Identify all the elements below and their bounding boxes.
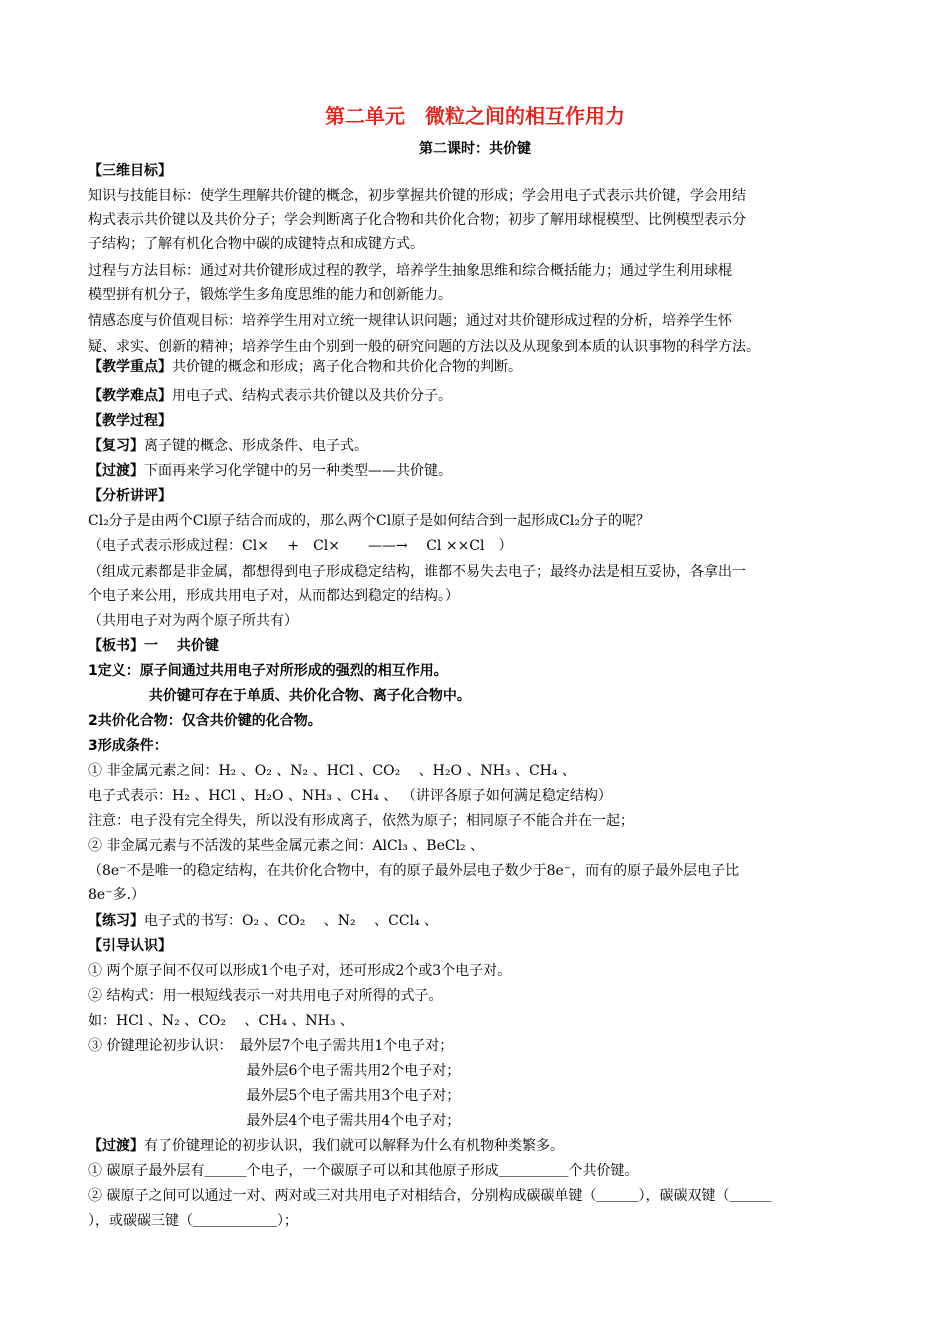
- text-line: 最外层6个电子需共用2个电子对；: [88, 1063, 461, 1079]
- review-label: 【复习】: [88, 438, 144, 454]
- text-line: ① 两个原子间不仅可以形成1个电子对，还可形成2个或3个电子对。: [88, 963, 512, 979]
- text-line: 知识与技能目标：使学生理解共价键的概念，初步掌握共价键的形成；学会用电子式表示共价键，学会用结: [88, 188, 746, 204]
- text-line: ① 非金属元素之间：H₂ 、O₂ 、N₂ 、HCl 、CO₂ 、H₂O 、NH₃ 、CH₄ 、: [88, 763, 576, 779]
- text-line: 构式表示共价键以及共价分子；学会判断离子化合物和共价化合物；初步了解用球棍模型、比例模型表示分: [88, 212, 746, 228]
- definition-line-2: 共价键可存在于单质、共价化合物、离子化合物中。: [88, 688, 471, 704]
- practice-label: 【练习】: [88, 913, 144, 929]
- electron-formula-line: （电子式表示形成过程：Cl× + Cl× ——→ Cl ××Cl ）: [88, 538, 513, 554]
- page-subtitle: 第二课时：共价键: [419, 141, 531, 157]
- heading-guided: 【引导认识】: [88, 938, 172, 954]
- fill-blank-line: ），或碳碳三键（＿＿＿＿＿＿）；: [88, 1213, 298, 1229]
- text-line: 疑、求实、创新的精神；培养学生由个别到一般的研究问题的方法以及从现象到本质的认识事物的科学方法。: [88, 339, 760, 355]
- key-points-label: 【教学重点】: [88, 359, 172, 375]
- difficulty-line: [88, 387, 872, 405]
- text-line: （8e⁻不是唯一的稳定结构，在共价化合物中，有的原子最外层电子数少于8e⁻，而有的原子最外层电子比: [88, 863, 740, 879]
- text-line: ③ 价键理论初步认识： 最外层7个电子需共用1个电子对；: [88, 1038, 454, 1054]
- practice-line: [88, 912, 872, 930]
- difficulty-label: 【教学难点】: [88, 388, 172, 404]
- text-line: 注意：电子没有完全得失，所以没有形成离子，依然为原子；相同原子不能合并在一起；: [88, 813, 634, 829]
- transition-text-2: 有了价键理论的初步认识，我们就可以解释为什么有机物种类繁多。: [144, 1138, 564, 1154]
- review-line: [88, 437, 872, 455]
- fill-blank-line: ② 碳原子之间可以通过一对、两对或三对共用电子对相结合，分别构成碳碳单键（＿＿＿），碳碳双键（＿＿＿: [88, 1188, 772, 1204]
- text-line: 个电子来公用，形成共用电子对，从而都达到稳定的结构。）: [88, 588, 459, 604]
- text-line: （共用电子对为两个原子所共有）: [88, 613, 298, 629]
- text-line: 如：HCl 、N₂ 、CO₂ 、CH₄ 、NH₃ 、: [88, 1013, 354, 1029]
- transition-label: 【过渡】: [88, 463, 144, 479]
- fill-blank-line: ① 碳原子最外层有＿＿＿个电子，一个碳原子可以和其他原子形成＿＿＿＿＿个共价键。: [88, 1163, 639, 1179]
- definition-line: 1定义：原子间通过共用电子对所形成的强烈的相互作用。: [88, 663, 448, 679]
- text-line: 最外层5个电子需共用3个电子对；: [88, 1088, 461, 1104]
- text-line: 过程与方法目标：通过对共价键形成过程的教学，培养学生抽象思维和综合概括能力；通过学生利用球棍: [88, 263, 732, 279]
- text-line: 最外层4个电子需共用4个电子对；: [88, 1113, 461, 1129]
- heading-objectives: 【三维目标】: [88, 163, 172, 179]
- transition-line: [88, 462, 872, 480]
- transition-line-2: [88, 1137, 872, 1155]
- difficulty-text: 用电子式、结构式表示共价键以及共价分子。: [172, 388, 452, 404]
- heading-board: 【板书】一 共价键: [88, 638, 219, 654]
- text-line: （组成元素都是非金属，都想得到电子形成稳定结构，谁都不易失去电子；最终办法是相互妥协，各拿出一: [88, 564, 746, 580]
- heading-process: 【教学过程】: [88, 413, 172, 429]
- text-line: ② 结构式：用一根短线表示一对共用电子对所得的式子。: [88, 988, 443, 1004]
- key-points-text: 共价键的概念和形成；离子化合物和共价化合物的判断。: [172, 359, 522, 375]
- text-line: 电子式表示：H₂ 、HCl 、H₂O 、NH₃ 、CH₄ 、 （讲评各原子如何满足稳定结构）: [88, 788, 612, 804]
- heading-analysis: 【分析讲评】: [88, 488, 172, 504]
- text-line: 情感态度与价值观目标：培养学生用对立统一规律认识问题；通过对共价键形成过程的分析，培养学生怀: [88, 313, 732, 329]
- covalent-compound-line: 2共价化合物：仅含共价键的化合物。: [88, 713, 322, 729]
- text-line: 模型拼有机分子，锻炼学生多角度思维的能力和创新能力。: [88, 287, 452, 303]
- key-points-line: [88, 358, 872, 376]
- transition-label-2: 【过渡】: [88, 1138, 144, 1154]
- text-line: Cl₂分子是由两个Cl原子结合而成的，那么两个Cl原子是如何结合到一起形成Cl₂分子的呢？: [88, 513, 650, 529]
- text-line: ② 非金属元素与不活泼的某些金属元素之间：AlCl₃ 、BeCl₂ 、: [88, 838, 485, 854]
- formation-heading: 3形成条件：: [88, 738, 168, 754]
- review-text: 离子键的概念、形成条件、电子式。: [144, 438, 368, 454]
- text-line: 子结构；了解有机化合物中碳的成键特点和成键方式。: [88, 236, 424, 252]
- text-line: 8e⁻多.）: [88, 887, 146, 903]
- page-title: 第二单元 微粒之间的相互作用力: [325, 104, 625, 128]
- transition-text: 下面再来学习化学键中的另一种类型——共价键。: [144, 463, 452, 479]
- practice-text: 电子式的书写：O₂ 、CO₂ 、N₂ 、CCl₄ 、: [144, 913, 439, 929]
